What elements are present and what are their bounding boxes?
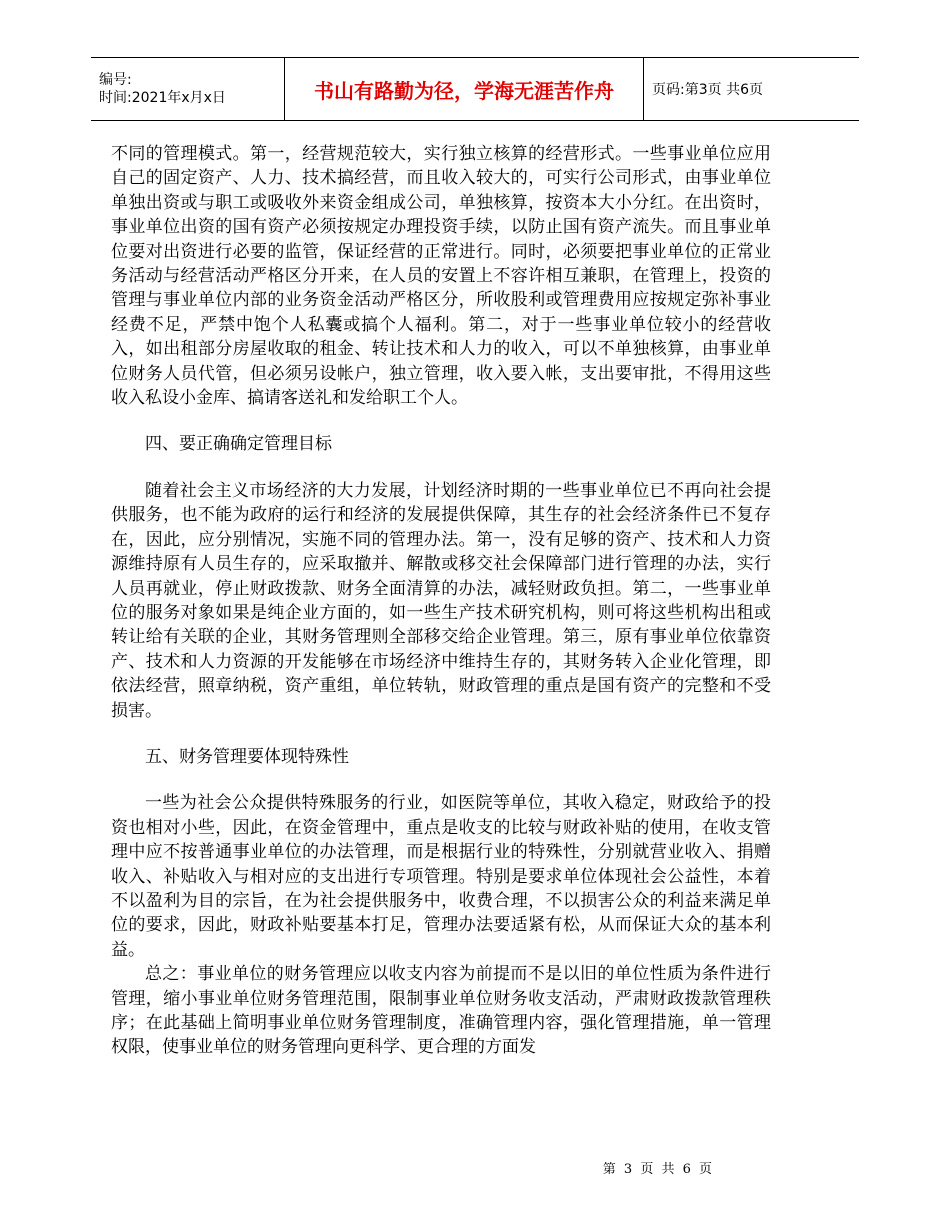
paragraph: 随着社会主义市场经济的大力发展，计划经济时期的一些事业单位已不再向社会提供服务，也不能为政府的运行和经济的发展提供保障，其生存的社会经济条件已不复存在，因此，应分别情况，实施不同的管理办法。第一，没有足够的资产、技术和人力资源维持原有人员生存的，应采取撤并、解散或移交社会保障部门进行管理的办法，实行人员再就业，停止财政拨款、财务全面清算的办法，减轻财政负担。第二，一些事业单位的服务对象如果是纯企业方面的，如一些生产技术研究机构，则可将这些机构出租或转让给有关联的企业，其财务管理则全部移交给企业管理。第三，原有事业单位依靠资产、技术和人力资源的开发能够在市场经济中维持生存的，其财务转入企业化管理，即依法经营，照章纳税，资产重组，单位转轨，财政管理的重点是国有资产的完整和不受损害。: [111, 480, 771, 721]
document-time: 时间:2021年x月x日: [99, 90, 226, 106]
paragraph: 不同的管理模式。第一，经营规范较大，实行独立核算的经营形式。一些事业单位应用自己的固定资产、人力、技术搞经营，而且收入较大的，可实行公司形式，由事业单位单独出资或与职工或吸收外来资金组成公司，单独核算，按资本大小分红。在出资时，事业单位出资的国有资产必须按规定办理投资手续，以防止国有资产流失。而且事业单位要对出资进行必要的监管，保证经营的正常进行。同时，必须要把事业单位的正常业务活动与经营活动严格区分开来，在人员的安置上不容许相互兼职，在管理上，投资的管理与事业单位内部的业务资金活动严格区分，所收股利或管理费用应按规定弥补事业经费不足，严禁中饱个人私囊或搞个人福利。第二，对于一些事业单位较小的经营收入，如出租部分房屋收取的租金、转让技术和人力的收入，可以不单独核算，由事业单位财务人员代管，但必须另设帐户，独立管理，收入要入帐，支出要审批，不得用这些收入私设小金库、搞请客送礼和发给职工个人。: [111, 144, 771, 409]
paragraph: 总之：事业单位的财务管理应以收支内容为前提而不是以旧的单位性质为条件进行管理，缩小事业单位财务管理范围，限制事业单位财务收支活动，严肃财政拨款管理秩序；在此基础上简明事业单位财务管理制度，准确管理内容，强化管理措施，单一管理权限，使事业单位的财务管理向更科学、更合理的方面发: [111, 964, 771, 1058]
section-heading: 四、要正确确定管理目标: [145, 434, 332, 455]
header-motto: 书山有路勤为径，学海无涯苦作舟: [285, 58, 644, 121]
header-meta: [91, 58, 285, 121]
paragraph: 一些为社会公众提供特殊服务的行业，如医院等单位，其收入稳定，财政给予的投资也相对小些，因此，在资金管理中，重点是收支的比较与财政补贴的使用，在收支管理中应不按普通事业单位的办法管理，而是根据行业的特殊性，分别就营业收入、捐赠收入、补贴收入与相对应的支出进行专项管理。特别是要求单位体现社会公益性，本着不以盈利为目的宗旨，在为社会提供服务中，收费合理，不以损害公众的利益来满足单位的要求，因此，财政补贴要基本打足，管理办法要适紧有松，从而保证大众的基本利益。: [111, 793, 771, 960]
section-heading: 五、财务管理要体现特殊性: [145, 746, 349, 767]
document-body: [111, 142, 771, 1060]
header-page-info: 页码:第3页 共6页: [644, 58, 860, 121]
page-header: [91, 57, 859, 121]
page-footer: 第 3 页 共 6 页: [602, 1162, 714, 1177]
document-number: 编号:: [99, 72, 132, 88]
